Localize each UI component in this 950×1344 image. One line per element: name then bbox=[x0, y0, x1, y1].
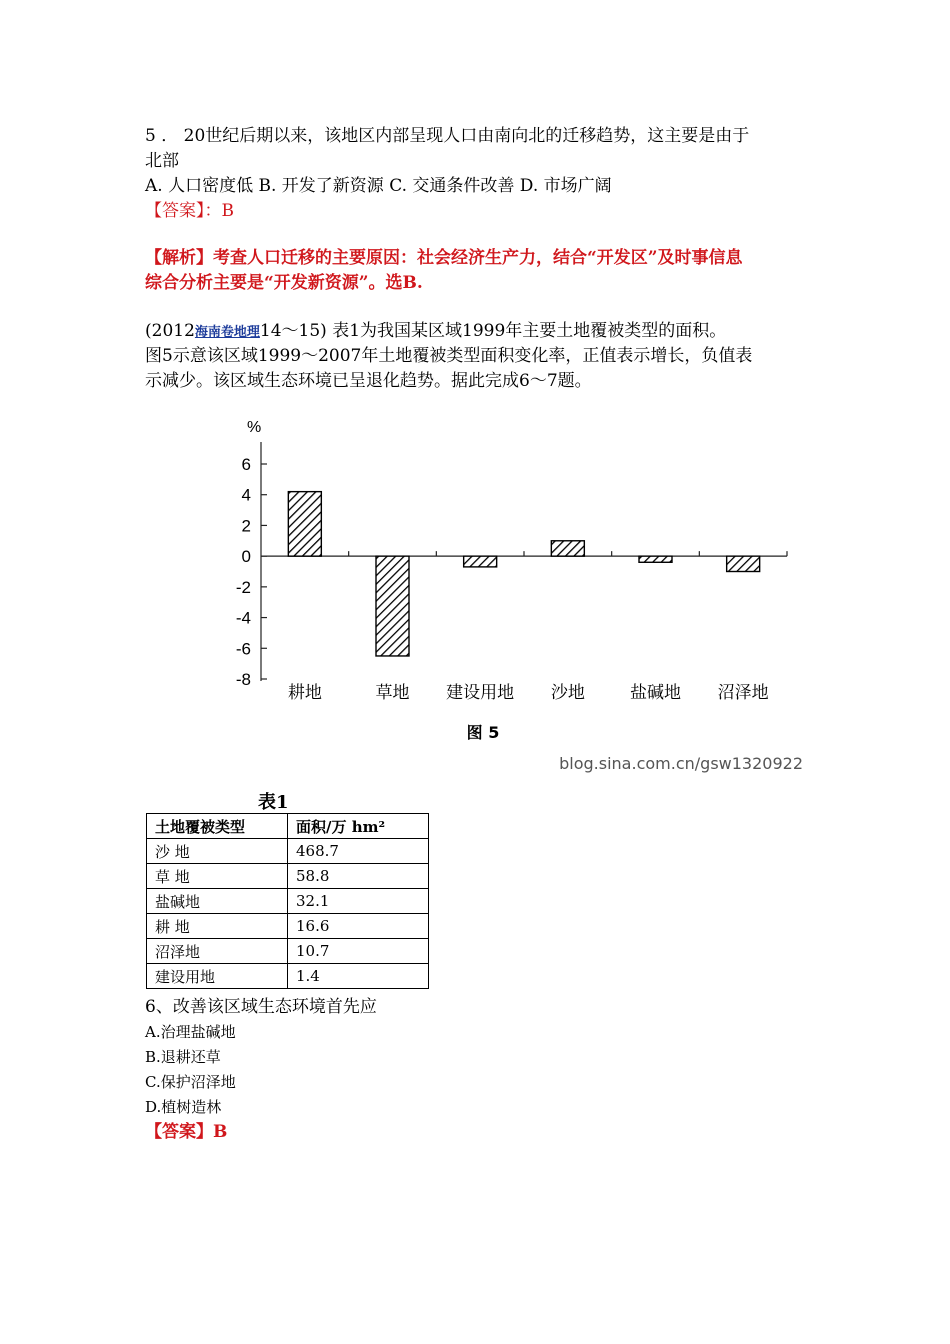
q5-answer-value: B bbox=[221, 201, 234, 221]
table-row bbox=[147, 964, 429, 989]
table-row bbox=[147, 839, 429, 864]
y-tick-label: -8 bbox=[235, 670, 251, 689]
q5-answer-label: 【答案】： bbox=[145, 201, 222, 221]
table-row bbox=[147, 864, 429, 889]
table-row bbox=[147, 889, 429, 914]
x-category-label: 盐碱地 bbox=[630, 683, 681, 703]
land-cover-change-chart bbox=[225, 412, 825, 782]
table-row bbox=[147, 914, 429, 939]
table-cell: 1.4 bbox=[288, 964, 429, 989]
y-tick-label: 0 bbox=[241, 547, 251, 567]
intro-line1 bbox=[145, 319, 726, 345]
x-category-label: 沙地 bbox=[550, 683, 585, 703]
table-header-type: 土地覆被类型 bbox=[147, 814, 288, 839]
q5-options: A. 人口密度低 B. 开发了新资源 C. 交通条件改善 D. 市场广阔 bbox=[145, 176, 612, 196]
x-category-label: 建设用地 bbox=[446, 683, 515, 703]
table-caption: 表1 bbox=[258, 792, 289, 813]
y-axis-unit: % bbox=[247, 419, 262, 436]
x-category-label: 草地 bbox=[375, 683, 410, 703]
x-category-label: 耕地 bbox=[287, 683, 322, 703]
q6-option-b: B.退耕还草 bbox=[145, 1048, 221, 1066]
bar bbox=[639, 556, 672, 562]
intro-prefix: (2012 bbox=[145, 321, 195, 341]
table-cell: 468.7 bbox=[288, 839, 429, 864]
table-cell: 建设用地 bbox=[147, 964, 288, 989]
category-labels bbox=[288, 683, 769, 703]
intro-line3: 示减少。该区域生态环境已呈退化趋势。据此完成6～7题。 bbox=[145, 371, 592, 391]
chart-title: 图 5 bbox=[466, 723, 500, 742]
table-cell: 盐碱地 bbox=[147, 889, 288, 914]
y-tick-label: -6 bbox=[235, 639, 251, 659]
table-cell: 58.8 bbox=[288, 864, 429, 889]
bar bbox=[288, 492, 321, 556]
chart-watermark: blog.sina.com.cn/gsw1320922 bbox=[559, 754, 803, 773]
y-tick-label: -2 bbox=[235, 577, 251, 597]
q6-option-a: A.治理盐碱地 bbox=[145, 1023, 236, 1041]
table-cell: 耕 地 bbox=[147, 914, 288, 939]
y-axis-ticks bbox=[236, 442, 787, 689]
table-cell: 32.1 bbox=[288, 889, 429, 914]
bar bbox=[376, 556, 409, 656]
intro-line1-rest: 14～15) 表1为我国某区域1999年主要土地覆被类型的面积。 bbox=[259, 321, 727, 341]
table-cell: 沙 地 bbox=[147, 839, 288, 864]
q6-answer-value: B bbox=[213, 1122, 228, 1142]
bars bbox=[288, 492, 759, 656]
table-cell: 10.7 bbox=[288, 939, 429, 964]
table-header-area: 面积/万 hm² bbox=[288, 814, 429, 839]
q6-answer bbox=[145, 1120, 227, 1144]
x-category-label: 沼泽地 bbox=[717, 683, 769, 703]
q6-option-d: D.植树造林 bbox=[145, 1098, 222, 1116]
table-cell: 16.6 bbox=[288, 914, 429, 939]
land-cover-table bbox=[146, 813, 429, 989]
q6-answer-label: 【答案】 bbox=[145, 1122, 213, 1142]
source-link[interactable]: 海南卷地理 bbox=[194, 325, 260, 340]
table-cell: 草 地 bbox=[147, 864, 288, 889]
y-tick-label: -4 bbox=[235, 608, 251, 628]
table-header-row bbox=[147, 814, 429, 839]
bar bbox=[551, 541, 584, 556]
q6-question: 6、改善该区域生态环境首先应 bbox=[145, 997, 377, 1017]
q5-analysis-line1: 【解析】考查人口迁移的主要原因：社会经济生产力，结合“开发区”及时事信息 bbox=[145, 248, 743, 268]
y-tick-label: 4 bbox=[241, 485, 251, 505]
intro-line2: 图5示意该区域1999～2007年土地覆被类型面积变化率，正值表示增长，负值表 bbox=[145, 346, 753, 366]
bar bbox=[727, 556, 760, 571]
y-tick-label: 6 bbox=[241, 455, 251, 474]
q5-analysis-line2: 综合分析主要是“开发新资源”。选B. bbox=[145, 273, 423, 293]
q5-answer bbox=[145, 199, 234, 223]
table-cell: 沼泽地 bbox=[147, 939, 288, 964]
q5-question-line2: 北部 bbox=[145, 151, 179, 171]
table-row bbox=[147, 939, 429, 964]
q6-option-c: C.保护沼泽地 bbox=[145, 1073, 236, 1091]
bar bbox=[464, 556, 497, 567]
q5-question-line1: 5 ． 20世纪后期以来，该地区内部呈现人口由南向北的迁移趋势，这主要是由于 bbox=[145, 126, 750, 146]
y-tick-label: 2 bbox=[241, 516, 251, 536]
